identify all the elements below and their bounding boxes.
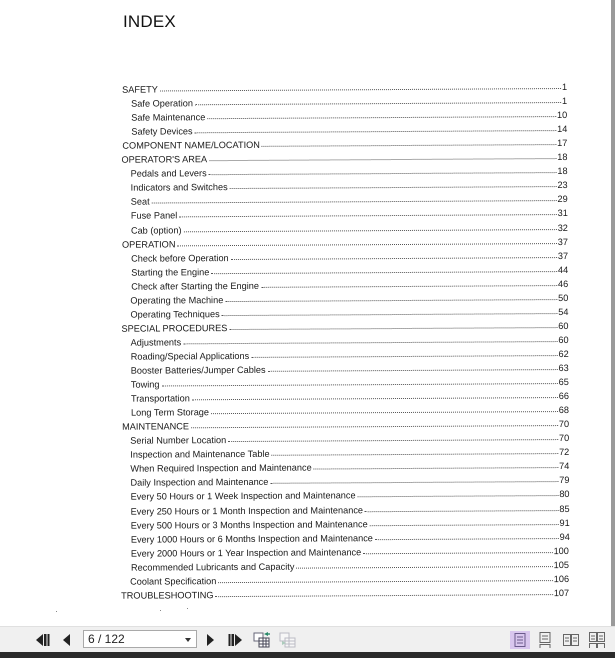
toc-entry-label: Fuse Panel	[130, 210, 178, 222]
scan-speck	[160, 610, 161, 611]
toc-entry-label: Operating Techniques	[130, 308, 220, 320]
dot-leader	[183, 229, 556, 232]
continuous-page-icon	[539, 632, 551, 648]
toc-entry-label: Seat	[130, 196, 150, 208]
toc-entry-label: When Required Inspection and Maintenance	[130, 462, 312, 475]
toc-entry-label: Check after Starting the Engine	[131, 280, 259, 292]
dot-leader	[191, 425, 558, 428]
page-number-dropdown[interactable]	[83, 630, 197, 648]
scan-speck	[56, 611, 57, 612]
toc-entry-page-number: 74	[559, 461, 570, 472]
toc-entry-page-number: 106	[553, 573, 570, 584]
toc-entry-page-number: 85	[559, 503, 570, 514]
dot-leader	[270, 481, 558, 484]
dot-leader	[228, 439, 558, 442]
toc-entry-page-number: 31	[557, 208, 568, 219]
two-page-continuous-view-button[interactable]	[587, 631, 607, 649]
vertical-scrollbar[interactable]	[611, 0, 615, 626]
toc-entry-label: Safe Maintenance	[131, 112, 206, 123]
toc-entry-page-number: 54	[558, 306, 569, 317]
dot-leader	[160, 88, 561, 91]
dot-leader	[230, 186, 557, 189]
dot-leader	[161, 383, 557, 386]
toc-entry-page-number: 107	[553, 587, 570, 598]
toc-entry-page-number: 46	[557, 278, 569, 289]
last-page-button[interactable]	[226, 631, 244, 649]
dot-leader	[251, 355, 557, 358]
dot-leader	[370, 524, 559, 526]
toc-entry-label: Towing	[130, 379, 160, 390]
toc-entry-label: Serial Number Location	[130, 435, 227, 446]
toc-entry-label: Roading/Special Applications	[130, 350, 250, 362]
toc-entry-page-number: 70	[558, 433, 570, 444]
dot-leader	[268, 369, 558, 372]
toc-entry-page-number: 63	[558, 362, 569, 374]
toc-entry-label: Every 500 Hours or 3 Months Inspection and Maintenance	[130, 518, 368, 531]
page-title: INDEX	[123, 12, 176, 31]
go-forward-view-button[interactable]	[278, 631, 298, 649]
toc-entry-label: Every 50 Hours or 1 Week Inspection and Maintenance	[130, 490, 356, 503]
toc-entry-label: Booster Batteries/Jumper Cables	[130, 364, 266, 376]
dot-leader	[229, 327, 557, 330]
toc-entry-page-number: 1	[561, 81, 568, 93]
single-page-icon	[514, 633, 526, 647]
dot-leader	[192, 397, 558, 400]
toc-entry-page-number: 79	[559, 475, 570, 486]
toc-entry-label: Every 250 Hours or 1 Month Inspection and Maintenance	[130, 504, 364, 517]
dot-leader	[177, 243, 556, 246]
toc-entry-page-number: 18	[557, 166, 568, 177]
dot-leader	[272, 453, 558, 456]
navigation-toolbar	[0, 626, 615, 653]
table-of-contents	[0, 78, 612, 601]
toc-entry-page-number: 50	[558, 292, 569, 303]
dot-leader	[152, 200, 557, 203]
dot-leader	[225, 299, 557, 302]
two-page-icon	[563, 634, 579, 646]
toc-entry-page-number: 23	[557, 180, 568, 191]
chevron-down-icon	[185, 638, 191, 642]
dot-leader	[358, 495, 559, 497]
dot-leader	[209, 158, 556, 161]
go-back-view-button[interactable]	[252, 631, 272, 649]
toc-entry-label: Long Term Storage	[131, 407, 210, 418]
toc-entry-label: Daily Inspection and Maintenance	[130, 477, 269, 489]
page-indicator: 6 / 122	[88, 632, 125, 646]
toc-entry-label: SAFETY	[122, 84, 158, 95]
last-page-icon	[227, 633, 243, 647]
toc-entry-label: Check before Operation	[131, 252, 229, 264]
toc-entry-page-number: 1	[561, 96, 568, 107]
toc-entry-label: Adjustments	[130, 337, 182, 348]
dot-leader	[209, 172, 557, 175]
toc-entry-page-number: 100	[553, 545, 569, 556]
toc-entry-page-number: 68	[558, 405, 570, 416]
toc-entry-page-number: 91	[559, 517, 570, 528]
two-page-continuous-icon	[589, 632, 605, 648]
toc-entry-page-number: 62	[558, 348, 569, 359]
dot-leader	[363, 552, 552, 554]
toc-entry-label: Coolant Specification	[130, 575, 217, 587]
taskbar-strip	[0, 652, 615, 658]
toc-entry-page-number: 60	[558, 334, 569, 345]
dot-leader	[179, 214, 556, 217]
dot-leader	[222, 313, 558, 316]
dot-leader	[211, 271, 557, 274]
dot-leader	[216, 594, 553, 597]
dot-leader	[211, 411, 558, 414]
toc-entry-label: Indicators and Switches	[130, 182, 228, 193]
two-page-view-button[interactable]	[561, 631, 581, 649]
toc-entry-label: Operating the Machine	[130, 294, 224, 306]
dot-leader	[262, 144, 556, 147]
toc-entry-label: MAINTENANCE	[122, 421, 190, 432]
next-page-icon	[205, 633, 215, 647]
toc-entry-label: Transportation	[130, 393, 190, 404]
toc-entry-page-number: 66	[558, 391, 569, 402]
toc-entry-label: Safety Devices	[131, 126, 193, 137]
toc-entry-page-number: 29	[557, 194, 568, 205]
toc-entry-page-number: 65	[558, 377, 569, 388]
toc-entry-label: Recommended Lubricants and Capacity	[130, 561, 295, 573]
toc-entry-page-number: 17	[557, 138, 568, 149]
toc-entry-page-number: 32	[557, 222, 568, 233]
toc-entry-page-number: 44	[557, 264, 569, 275]
toc-entry-page-number: 14	[557, 124, 568, 135]
toc-entry-label: COMPONENT NAME/LOCATION	[122, 140, 260, 151]
toc-entry-page-number: 94	[559, 531, 570, 542]
first-page-button[interactable]	[34, 631, 52, 649]
toc-entry-label: Safe Operation	[131, 98, 193, 109]
toc-entry-label: Pedals and Levers	[130, 168, 207, 179]
toc-entry-label: Every 2000 Hours or 1 Year Inspection and Maintenance	[130, 546, 362, 559]
next-page-button[interactable]	[203, 631, 217, 649]
toc-section-entry[interactable]	[121, 584, 569, 601]
dot-leader	[375, 538, 559, 540]
toc-entry-label: Cab (option)	[130, 224, 182, 236]
dot-leader	[207, 116, 556, 119]
dot-leader	[183, 341, 557, 344]
toc-entry-page-number: 105	[553, 559, 570, 570]
toc-entry-page-number: 72	[559, 447, 570, 458]
first-page-icon	[35, 633, 51, 647]
toc-entry-page-number: 37	[557, 250, 569, 261]
toc-entry-page-number: 37	[557, 236, 569, 247]
toc-entry-label: OPERATION	[121, 238, 176, 250]
dot-leader	[365, 510, 558, 512]
toc-entry-label: OPERATOR'S AREA	[121, 154, 208, 165]
continuous-view-button[interactable]	[535, 631, 555, 649]
dot-leader	[296, 566, 552, 569]
toc-entry-label: Inspection and Maintenance Table	[130, 449, 270, 460]
single-page-view-button[interactable]	[510, 631, 530, 649]
dot-leader	[195, 130, 556, 133]
previous-page-button[interactable]	[60, 631, 74, 649]
scan-speck	[187, 608, 188, 609]
toc-entry-page-number: 80	[559, 489, 570, 500]
toc-entry-label: Every 1000 Hours or 6 Months Inspection and Maintenance	[130, 532, 373, 545]
dot-leader	[314, 467, 558, 469]
previous-page-icon	[62, 633, 72, 647]
toc-entry-page-number: 70	[558, 419, 570, 430]
toc-entry-label: SPECIAL PROCEDURES	[121, 322, 228, 334]
toc-entry-label: TROUBLESHOOTING	[121, 589, 214, 601]
dot-leader	[231, 257, 557, 260]
toc-entry-page-number: 60	[558, 320, 569, 331]
toc-entry-page-number: 10	[556, 110, 568, 121]
table-forward-icon	[279, 632, 297, 648]
dot-leader	[218, 580, 552, 583]
table-back-icon	[253, 632, 271, 648]
toc-entry-page-number: 18	[557, 152, 568, 163]
dot-leader	[261, 285, 557, 288]
toc-entry-label: Starting the Engine	[131, 266, 210, 278]
dot-leader	[195, 102, 561, 105]
